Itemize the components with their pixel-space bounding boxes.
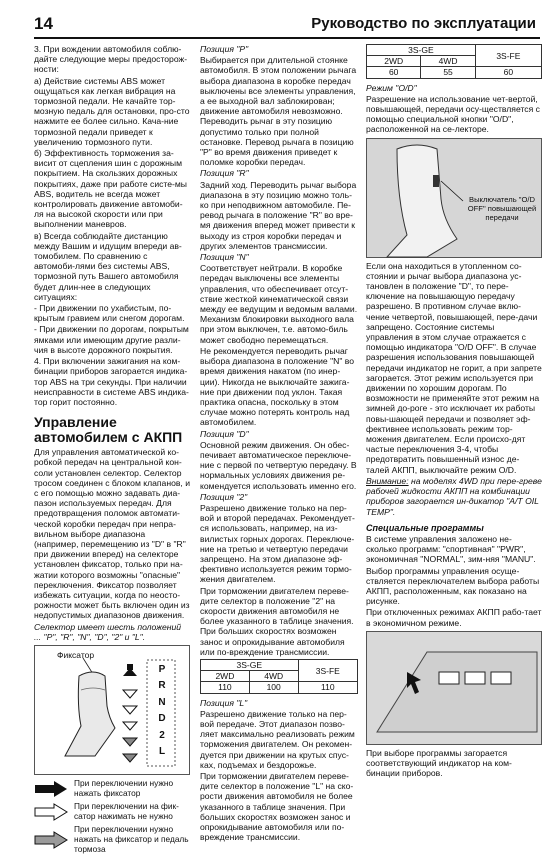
subheading: Позиция "L"	[200, 697, 248, 708]
program-switch-illustration	[367, 632, 543, 744]
column-right	[366, 44, 542, 779]
legend-item: При переключении нужно нажать фиксатор	[34, 779, 190, 798]
subheading: Позиция "D"	[200, 428, 249, 439]
legend-item: При переключении нужно нажать на фиксатор и педаль тормоза	[34, 825, 190, 854]
program-switch-figure	[366, 631, 542, 745]
figure-caption: Выключатель "O/D OFF" повышающей передачи	[467, 194, 537, 222]
subheading: Позиция "2"	[200, 491, 248, 502]
paragraph: Задний ход. Переводить рычаг выбора диапазона в эту позицию можно толь-ко при неподвижном автомобиле. Пе-ревод рычага в положение "R" во вре-мя движения вперед может привести к выходу из строя коробки передач и других элементов трансмиссии.	[200, 179, 357, 251]
paragraph: Основной режим движения. Он обес-печивает автоматическое переключе-ние с первой по четвертую передачу. В нормальных условиях движения ре-комендуется использовать именно его.	[200, 439, 357, 491]
white-arrow-icon	[34, 804, 68, 820]
figure-label-latch: Фиксатор	[57, 649, 95, 660]
paragraph: 3. При вождении автомобиля соблю-дайте следующие меры предосторож-ности:	[34, 44, 188, 75]
paragraph: В системе управления заложено не-сколько программ: "спортивная" "PWR", экономичная "NORMAL", зим-няя "MANU".	[366, 533, 536, 565]
gear-positions	[153, 662, 171, 761]
legend-item: При переключении на фик-сатор нажимать не нужно	[34, 802, 190, 821]
paragraph: При торможении двигателем переве-дите селектор в положение "L" на ско-рости движения автомобиля не более указанного в таблице значения. При больших скоростях возможен занос и опрокидывание автомобиля или по-вреждение трансмиссии.	[200, 771, 354, 843]
gear-letter: D	[158, 713, 166, 725]
subheading: Позиция "N"	[200, 252, 249, 263]
gear-letter: P	[158, 663, 166, 675]
paragraph: При отключенных режимах АКПП рабо-тает в экономичном режиме.	[366, 607, 542, 628]
column-left	[34, 44, 190, 858]
subsection-title: Специальные программы	[366, 522, 484, 533]
gear-letter: 2	[159, 729, 165, 741]
header-rule	[34, 37, 540, 39]
grey-arrow-icon	[34, 832, 68, 848]
paragraph: - При движении по ухабистым, по-крытым гравием или снегом дорогам.	[34, 303, 185, 324]
subheading: Режим "O/D"	[366, 82, 417, 93]
note: Внимание: на моделях 4WD при пере-греве рабочей жидкости АКПП на комбинации приборов загорается ин-дикатор "A/T OIL TEMP".	[366, 475, 542, 517]
paragraph: Если она находиться в утопленном со-стоянии и рычаг выбора диапазона ус-тановлен в положение "D", то пере-ключение на повышающую передачу разрешено. В противном случае вклю-чение четвертой, повышающей, пере-дачи запрещено. Состояние системы управления в этом случае отражается с помощью индикатора "O/D OFF". В случае разрешения использования повышающей передачи индикатор не горит, а при запрете загорается. Этот режим используется при движении по хорошим дорогам. По возможности не применяйте этот режим на зимней до-роге - это исключает их работы повы-шающей передачи и позволяет эф-фективнее использовать режим тор-можения двигателем. Если происхо-дят частые переключения 3-4, чтобы предотвратить повышенный износ де-талей АКПП, выключайте режим O/D.	[366, 260, 542, 475]
column-middle	[200, 44, 358, 843]
subheading: Позиция "P"	[200, 44, 249, 54]
speed-table-l: 3S-GE 3S-FE 2WD 4WD 60 55 60	[366, 44, 542, 79]
paragraph: 4. При включении зажигания на ком-бинации приборов загорается индика-тор ABS на три секунды. При наличии неисправности в системе ABS индика-тор горит постоянно.	[34, 356, 189, 407]
paragraph: б) Эффективность торможения за-висит от сцепления шин с дорожным покрытием. На скользких дорожных покрытиях, даже при работе систе-мы ABS, водитель не всегда может контролировать движение автомоби-ля на высокой скорости или при выполнении маневров.	[34, 148, 187, 230]
section-title: Управление автомобилем с АКПП	[34, 414, 183, 446]
paragraph: При выборе программы загорается соответствующий индикатор на ком-бинации приборов.	[366, 747, 512, 779]
paragraph: Разрешение на использование чет-вертой, повышающей, передачи осу-ществляется с помощью специальной кнопки "O/D", расположенной на се-лекторе.	[366, 93, 540, 135]
paragraph: Для управления автоматической ко-робкой передач на центральной кон-соли установлен селектор. Селектор тросом соединен с блоком клапанов, и с его помощью можно задавать диа-пазон используемых передач. Для предотвращения поломок автомати-ческой коробки передач при непра-вильном выборе диапазона (например, перемещению из "D" в "R" при движении вперед) на селекторе установлен фиксатор, только при на-жатии которого возможны "опасные" переключения. Фиксатор позволяет избежать ситуации, когда по неосто-рожности может быть включен один из недопустимых диапазонов движения.	[34, 447, 190, 621]
paragraph: а) Действие системы ABS может ощущаться как легкая вибрация на тормозной педали. Не качайте тор-мозную педаль для остановки, про-сто нажмите ее более сильно. Кача-ние тормозной педали приведет к увеличению тормозного пути.	[34, 75, 190, 147]
selector-figure	[34, 645, 190, 775]
arrow-legend	[34, 779, 190, 854]
paragraph: в) Всегда соблюдайте дистанцию между Вашим и идущим впереди ав-томобилем. По сравнению с автомоби-лями без системы ABS, тормозной путь Вашего автомобиля будет длин-нее в следующих ситуациях:	[34, 230, 182, 302]
gear-letter: L	[158, 746, 166, 758]
gear-letter: R	[158, 680, 166, 692]
page-number: 14	[34, 14, 53, 33]
shift-arrows	[123, 664, 137, 762]
paragraph: Селектор имеет шесть положений ... "P", "R", "N", "D", "2" и "L".	[34, 621, 182, 642]
black-arrow-icon	[34, 781, 68, 797]
gear-letter: N	[158, 696, 166, 708]
page-title: Руководство по эксплуатации	[311, 15, 536, 32]
paragraph: Разрешено движение только на пер-вой и второй передачах. Рекомендует-ся использовать, например, на из-вилистых горных дорогах. Переключе-ние на третью и четвертую передачи запрещено. На этом диапазоне эф-фективно используется режим тормо-жения двигателем.	[200, 502, 355, 585]
od-switch-figure	[366, 138, 542, 258]
paragraph: Разрешено движение только на пер-вой передаче. Этот диапазон позво-ляет максимально реализовать режим торможения двигателем. Он рекомен-дуется при движении на крутых спус-ках, подъемах и бездорожье.	[200, 708, 355, 770]
subheading: Позиция "R"	[200, 168, 249, 179]
paragraph: - При движении по дорогам, покрытым ямками или имеющим другие разли-чия в высоте дорожного покрытия.	[34, 324, 189, 355]
paragraph: Не рекомендуется переводить рычаг выбора диапазона в положение "N" во время движения накатом (по инер-ции). Никогда не выключайте зажига-ние при движении под уклон. Такая практика опасна, поскольку в этом случае можно потерять контроль над автомобилем.	[200, 345, 355, 428]
od-button-icon	[433, 175, 439, 187]
paragraph: Выбор программы управления осуще-ствляется переключателем выбора работы АКПП, расположенным, как показано на рисунке.	[366, 565, 540, 607]
paragraph: Соответствует нейтрали. В коробке передач выключены все элементы управления, что обеспечивает отсут-ствие жесткой кинематической связи между ее ведущим и ведомым валами. Механизм блокировки выходного вала при этом выключен, т.е. автомо-биль может свободно перемещаться.	[200, 263, 358, 345]
paragraph: Выбирается при длительной стоянке автомобиля. В этом положении рычага выбора диапазона в коробке передач выключены все элементы управления, а ее выходной вал заблокирован; движение автомобиля невозможно. Переводить рычаг в эту позицию допустимо только при полной остановке. Перевод рычага в позицию "P" во время движения приведет к поломке коробки передач.	[200, 55, 357, 168]
paragraph: При торможении двигателем переве-дите селектор в положение "2" на скорости движения автомобиля не более указанного в таблице значения. При больших скоростях возможен занос и опрокидывание автомобиля или по-вреждение трансмиссии.	[200, 585, 354, 657]
speed-table-2: 3S-GE 3S-FE 2WD 4WD 110 100 110	[200, 659, 358, 694]
